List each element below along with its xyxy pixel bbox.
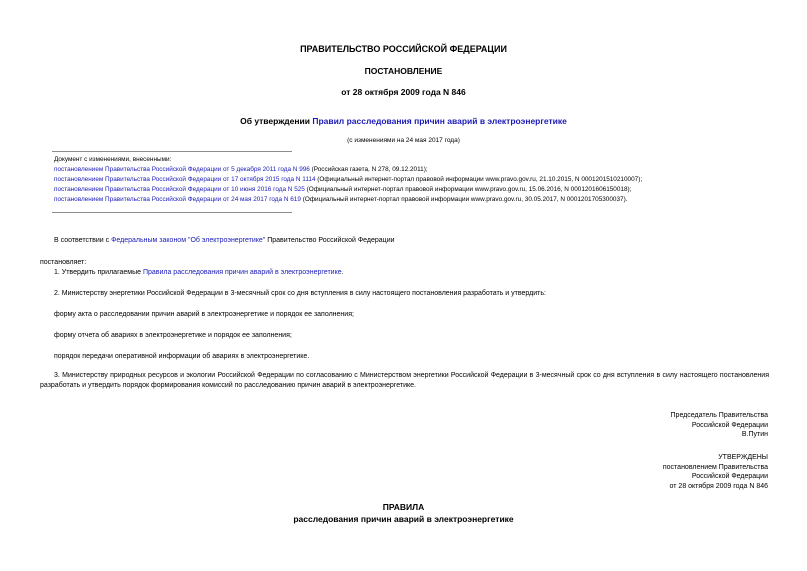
p1-prefix: 1. Утвердить прилагаемые [54,269,143,276]
approved-label: УТВЕРЖДЕНЫ [718,454,768,461]
rules-subtitle: расследования причин аварий в электроэнергетике [293,514,514,524]
signature-country: Российской Федерации [691,421,768,429]
change-link[interactable]: постановлением Правительства Российской Федерации от 5 декабря 2011 года N 996 [54,166,310,173]
change-item [54,176,642,184]
header-doc-type: ПОСТАНОВЛЕНИЕ [364,66,443,76]
signature-block [671,411,768,440]
paragraph-3: 3. Министерству природных ресурсов и экологии Российской Федерации по согласованию с Министерством энергетики Российской Федерации в 3-месячный срок со дня вступления в силу настоящего постановления разработать и утвердить порядок формирования комиссий по расследованию причин аварий в электроэнергетике. [40,372,769,389]
approved-line-2: Российской Федерации [691,473,768,481]
change-item [54,196,628,204]
federal-law-link[interactable]: Федеральным законом "Об электроэнергетике" [111,237,266,244]
header-date: от 28 октября 2009 года N 846 [341,87,466,97]
change-source: (Официальный интернет-портал правовой информации www.pravo.gov.ru, 30.05.2017, N 0001201705300037). [300,196,628,203]
change-item [54,186,631,194]
change-item [54,166,428,174]
rules-link[interactable]: Правила расследования причин аварий в электроэнергетике [142,269,342,276]
p1-suffix: . [341,269,344,276]
change-link[interactable]: постановлением Правительства Российской Федерации от 17 октября 2015 года N 1114 [54,176,316,183]
basis-paragraph [54,236,395,245]
approved-line-3: от 28 октября 2009 года N 846 [669,482,768,490]
change-source: (Официальный интернет-портал правовой информации www.pravo.gov.ru, 15.06.2016, N 0001201606150018); [304,186,632,193]
changes-intro: Документ с изменениями, внесенными: [54,156,172,163]
signature-position: Председатель Правительства [670,412,768,419]
title-rules-link[interactable]: Правил расследования причин аварий в электроэнергетике [312,116,567,126]
approved-block [663,453,768,491]
p2-item: форму акта о расследовании причин аварий в электроэнергетике и порядок ее заполнения; [54,311,354,318]
document-subtitle: (с изменениями на 24 мая 2017 года) [347,137,460,144]
paragraph-2: 2. Министерству энергетики Российской Федерации в 3-месячный срок со дня вступления в силу настоящего постановления разработать и утвердить: [54,290,546,297]
change-link[interactable]: постановлением Правительства Российской Федерации от 24 мая 2017 года N 619 [54,196,301,203]
change-link[interactable]: постановлением Правительства Российской Федерации от 10 июня 2016 года N 525 [54,186,305,193]
title-prefix: Об утверждении [240,116,313,126]
header-government: ПРАВИТЕЛЬСТВО РОССИЙСКОЙ ФЕДЕРАЦИИ [300,44,507,54]
signature-name: В.Путин [741,431,768,439]
paragraph-1 [54,268,344,277]
rules-title: ПРАВИЛА [382,502,425,512]
p2-item: форму отчета об авариях в электроэнергетике и порядок ее заполнения; [54,332,292,339]
approved-line-1: постановлением Правительства [662,463,768,471]
basis-suffix: Правительство Российской Федерации [265,237,395,244]
change-source: (Российская газета, N 278, 09.12.2011); [309,166,428,173]
document-title [0,116,807,127]
resolves-text: постановляет: [40,259,87,266]
p2-item: порядок передачи оперативной информации об авариях в электроэнергетике. [54,353,310,360]
changes-top-rule [52,151,292,152]
changes-bottom-rule [52,212,292,213]
change-source: (Официальный интернет-портал правовой информации www.pravo.gov.ru, 21.10.2015, N 0001201510210007); [315,176,643,183]
basis-prefix: В соответствии с [54,237,112,244]
